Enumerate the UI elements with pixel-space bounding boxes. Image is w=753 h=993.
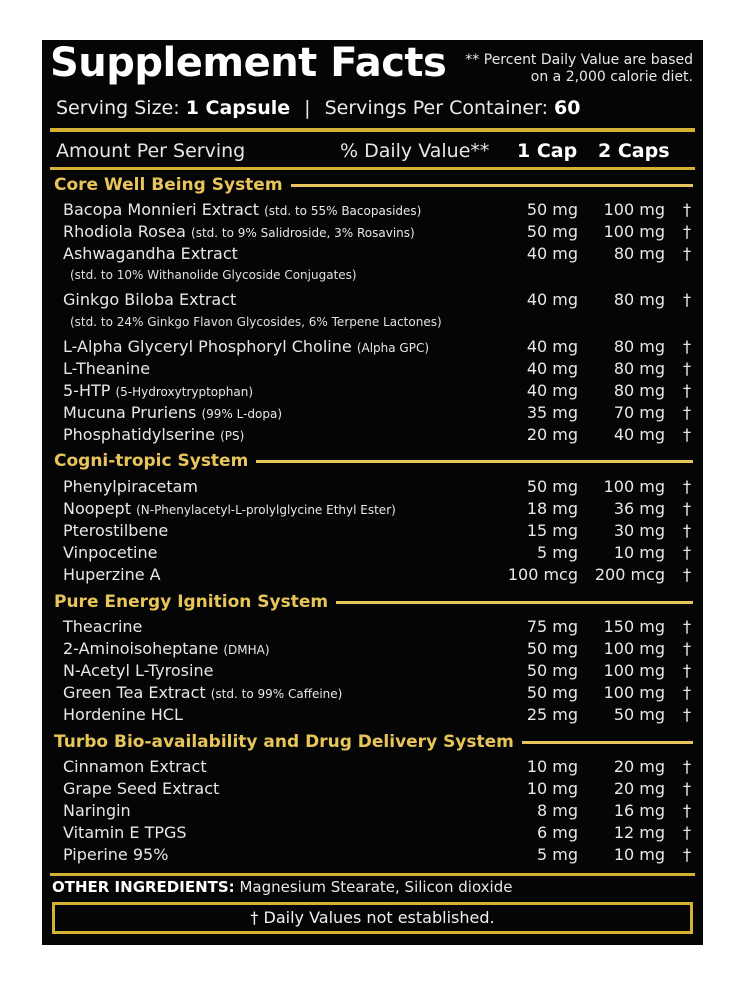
ingredient-label: Ashwagandha Extract xyxy=(63,244,238,263)
ingredient-name xyxy=(63,661,213,680)
ingredient-label: Ginkgo Biloba Extract xyxy=(63,290,237,309)
dagger-mark: † xyxy=(683,683,691,702)
ingredient-label: Bacopa Monnieri Extract xyxy=(63,200,259,219)
amount-1-cap: 5 mg xyxy=(536,543,578,562)
ingredient-label: Green Tea Extract xyxy=(63,683,206,702)
ingredient-name xyxy=(63,425,244,444)
ingredient-name xyxy=(63,639,270,658)
amount-2-caps: 150 mg xyxy=(603,617,665,636)
ingredient-qualifier: (N-Phenylacetyl-L-prolylglycine Ethyl Ester) xyxy=(136,503,396,517)
ingredient-name xyxy=(63,617,142,636)
other-rule xyxy=(50,873,695,876)
amount-1-cap: 25 mg xyxy=(526,705,578,724)
ingredient-name xyxy=(63,845,168,864)
ingredient-name xyxy=(63,521,168,540)
serving-size-value: 1 Capsule xyxy=(185,97,291,119)
dagger-mark: † xyxy=(683,823,691,842)
amount-1-cap: 50 mg xyxy=(526,222,578,241)
amount-1-cap: 15 mg xyxy=(526,521,578,540)
dagger-mark: † xyxy=(683,521,691,540)
dagger-mark: † xyxy=(683,845,691,864)
header-rule-bottom xyxy=(50,167,695,170)
ingredient-label: Pterostilbene xyxy=(63,521,169,540)
daily-value-note xyxy=(465,52,693,86)
ingredient-label: Grape Seed Extract xyxy=(63,779,220,798)
ingredient-name xyxy=(63,565,161,584)
section-rule xyxy=(336,601,693,604)
footnote-box xyxy=(52,902,693,934)
ashwagandha-qualifier: (std. to 10% Withanolide Glycoside Conjugates) xyxy=(70,268,357,282)
dagger-mark: † xyxy=(683,337,691,356)
header-dv: % Daily Value** xyxy=(340,140,490,162)
serving-info xyxy=(56,97,581,119)
amount-1-cap: 18 mg xyxy=(526,499,578,518)
ingredient-name xyxy=(63,477,198,496)
section-rule xyxy=(256,460,693,463)
ingredient-name xyxy=(63,222,415,241)
supplement-facts-panel xyxy=(42,40,703,945)
ingredient-label: Cinnamon Extract xyxy=(63,757,207,776)
dagger-mark: † xyxy=(683,477,691,496)
amount-2-caps: 20 mg xyxy=(613,779,665,798)
ingredient-label: Piperine 95% xyxy=(63,845,169,864)
dagger-mark: † xyxy=(683,705,691,724)
ingredient-label: Naringin xyxy=(63,801,131,820)
ginkgo-qualifier: (std. to 24% Ginkgo Flavon Glycosides, 6% Terpene Lactones) xyxy=(70,315,442,329)
section-heading xyxy=(54,175,693,195)
ingredient-label: Huperzine A xyxy=(63,565,161,584)
note-line-2: on a 2,000 calorie diet. xyxy=(530,69,693,85)
amount-2-caps: 100 mg xyxy=(603,661,665,680)
ingredient-name xyxy=(63,200,421,219)
ingredient-label: Noopept xyxy=(63,499,131,518)
section-heading xyxy=(54,732,693,752)
ingredient-label: Phosphatidylserine xyxy=(63,425,215,444)
amount-2-caps: 80 mg xyxy=(613,381,665,400)
dagger-mark: † xyxy=(683,617,691,636)
dagger-mark: † xyxy=(683,381,691,400)
dagger-mark: † xyxy=(683,757,691,776)
ingredient-name xyxy=(63,705,183,724)
ingredient-name xyxy=(63,244,238,263)
dagger-mark: † xyxy=(683,661,691,680)
ingredient-name xyxy=(63,337,429,356)
panel-title: Supplement Facts xyxy=(50,40,447,86)
header-2caps: 2 Caps xyxy=(598,140,670,162)
servings-per-label: Servings Per Container: xyxy=(324,97,548,119)
header-1cap: 1 Cap xyxy=(517,140,578,162)
other-label: OTHER INGREDIENTS: xyxy=(52,878,235,896)
ingredient-label: Theacrine xyxy=(63,617,143,636)
ingredient-name xyxy=(63,381,253,400)
ingredient-label: 5-HTP xyxy=(63,381,111,400)
ingredient-name xyxy=(63,359,150,378)
ingredient-qualifier: (std. to 55% Bacopasides) xyxy=(264,204,422,218)
ingredient-name xyxy=(63,801,131,820)
other-value: Magnesium Stearate, Silicon dioxide xyxy=(239,878,513,896)
amount-1-cap: 40 mg xyxy=(526,359,578,378)
amount-2-caps: 100 mg xyxy=(603,477,665,496)
dagger-mark: † xyxy=(683,779,691,798)
amount-2-caps: 80 mg xyxy=(613,290,665,309)
amount-1-cap: 8 mg xyxy=(536,801,578,820)
header-amount: Amount Per Serving xyxy=(56,140,246,162)
amount-1-cap: 10 mg xyxy=(526,779,578,798)
ingredient-label: Mucuna Pruriens xyxy=(63,403,197,422)
amount-1-cap: 5 mg xyxy=(536,845,578,864)
section-heading xyxy=(54,592,693,612)
amount-1-cap: 6 mg xyxy=(536,823,578,842)
other-ingredients xyxy=(52,878,512,896)
ingredient-name xyxy=(63,543,157,562)
amount-1-cap: 50 mg xyxy=(526,477,578,496)
ingredient-label: Phenylpiracetam xyxy=(63,477,198,496)
dagger-mark: † xyxy=(683,403,691,422)
amount-2-caps: 20 mg xyxy=(613,757,665,776)
section-rule xyxy=(291,184,693,187)
amount-1-cap: 40 mg xyxy=(526,244,578,263)
section-heading xyxy=(54,451,693,471)
section-title: Pure Energy Ignition System xyxy=(54,592,329,612)
footnote-text: † Daily Values not established. xyxy=(250,908,495,927)
amount-2-caps: 80 mg xyxy=(613,359,665,378)
amount-2-caps: 36 mg xyxy=(613,499,665,518)
amount-1-cap: 40 mg xyxy=(526,381,578,400)
ingredient-qualifier: (std. to 9% Salidroside, 3% Rosavins) xyxy=(191,226,415,240)
dagger-mark: † xyxy=(683,359,691,378)
ingredient-label: L-Theanine xyxy=(63,359,151,378)
amount-2-caps: 100 mg xyxy=(603,639,665,658)
dagger-mark: † xyxy=(683,543,691,562)
dagger-mark: † xyxy=(683,499,691,518)
amount-1-cap: 75 mg xyxy=(526,617,578,636)
dagger-mark: † xyxy=(683,244,691,263)
amount-2-caps: 80 mg xyxy=(613,244,665,263)
amount-2-caps: 100 mg xyxy=(603,683,665,702)
amount-2-caps: 50 mg xyxy=(613,705,665,724)
servings-per-value: 60 xyxy=(554,97,581,119)
ingredient-label: Vinpocetine xyxy=(63,543,158,562)
amount-1-cap: 50 mg xyxy=(526,683,578,702)
section-title: Cogni-tropic System xyxy=(54,451,249,471)
ingredient-label: 2-Aminoisoheptane xyxy=(63,639,219,658)
dagger-mark: † xyxy=(683,639,691,658)
amount-1-cap: 20 mg xyxy=(526,425,578,444)
section-title: Turbo Bio-availability and Drug Delivery System xyxy=(54,732,514,752)
ingredient-qualifier: (5-Hydroxytryptophan) xyxy=(115,385,254,399)
amount-2-caps: 10 mg xyxy=(613,543,665,562)
amount-2-caps: 40 mg xyxy=(613,425,665,444)
amount-2-caps: 12 mg xyxy=(613,823,665,842)
ingredient-name xyxy=(63,403,282,422)
amount-1-cap: 40 mg xyxy=(526,337,578,356)
ingredient-label: Hordenine HCL xyxy=(63,705,183,724)
dagger-mark: † xyxy=(683,801,691,820)
dagger-mark: † xyxy=(683,425,691,444)
amount-1-cap: 10 mg xyxy=(526,757,578,776)
ingredient-label: Vitamin E TPGS xyxy=(63,823,187,842)
ingredient-qualifier: (DMHA) xyxy=(223,643,270,657)
ingredient-name xyxy=(63,757,207,776)
dagger-mark: † xyxy=(683,565,691,584)
amount-2-caps: 100 mg xyxy=(603,222,665,241)
amount-1-cap: 50 mg xyxy=(526,639,578,658)
amount-2-caps: 100 mg xyxy=(603,200,665,219)
ingredient-qualifier: (Alpha GPC) xyxy=(356,341,430,355)
dagger-mark: † xyxy=(683,290,691,309)
amount-1-cap: 40 mg xyxy=(526,290,578,309)
amount-2-caps: 10 mg xyxy=(613,845,665,864)
amount-2-caps: 200 mcg xyxy=(594,565,665,584)
amount-2-caps: 80 mg xyxy=(613,337,665,356)
amount-2-caps: 30 mg xyxy=(613,521,665,540)
section-title: Core Well Being System xyxy=(54,175,283,195)
amount-2-caps: 70 mg xyxy=(613,403,665,422)
amount-1-cap: 100 mcg xyxy=(507,565,578,584)
dagger-mark: † xyxy=(683,222,691,241)
header-rule-top xyxy=(50,128,695,132)
ingredient-label: N-Acetyl L-Tyrosine xyxy=(63,661,214,680)
ingredient-name xyxy=(63,499,396,518)
ingredient-name xyxy=(63,290,236,309)
amount-1-cap: 50 mg xyxy=(526,661,578,680)
amount-1-cap: 50 mg xyxy=(526,200,578,219)
serving-divider: | xyxy=(304,97,311,119)
ingredient-qualifier: (PS) xyxy=(220,429,245,443)
section-rule xyxy=(522,741,693,744)
ingredient-name xyxy=(63,683,342,702)
ingredient-qualifier: (std. to 99% Caffeine) xyxy=(210,687,343,701)
ingredient-qualifier: (99% L-dopa) xyxy=(201,407,283,421)
dagger-mark: † xyxy=(683,200,691,219)
amount-2-caps: 16 mg xyxy=(613,801,665,820)
ingredient-name xyxy=(63,823,187,842)
ingredient-label: Rhodiola Rosea xyxy=(63,222,186,241)
note-line-1: ** Percent Daily Value are based xyxy=(465,52,693,68)
serving-size-label: Serving Size: xyxy=(56,97,180,119)
ingredient-label: L-Alpha Glyceryl Phosphoryl Choline xyxy=(63,337,352,356)
amount-1-cap: 35 mg xyxy=(526,403,578,422)
ingredient-name xyxy=(63,779,219,798)
